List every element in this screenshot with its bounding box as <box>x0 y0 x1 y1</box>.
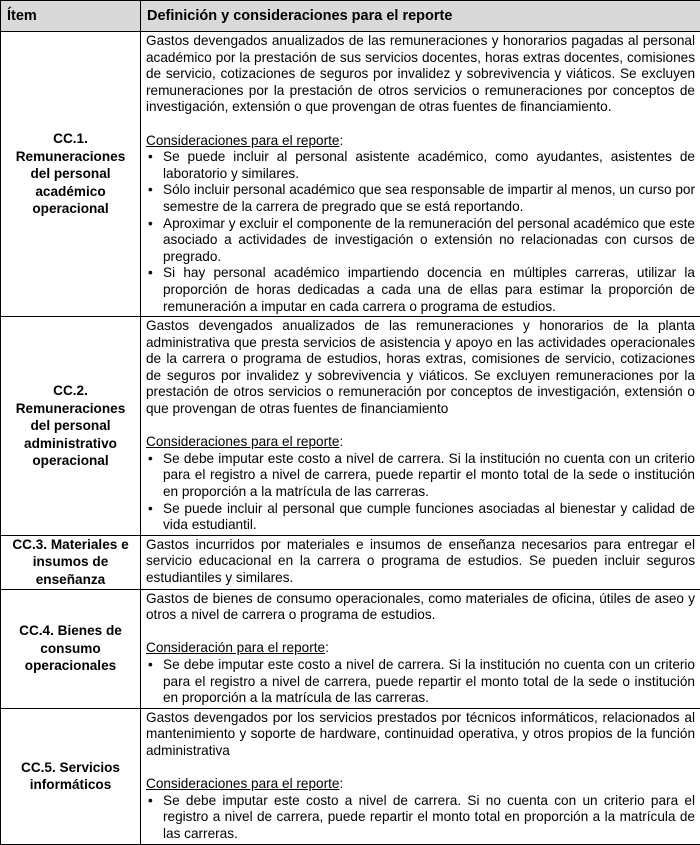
definition-text: Gastos devengados anualizados de las remuneraciones y honorarios pagadas al personal académico por la prestación de sus servicios docentes, horas extras docentes, comisiones de servicio, cotizaciones de seguros por invalidez y sobrevivencia y viáticos. Se excluyen remuneraciones por la prestación de otros servicios o remuneraciones por conceptos de investigación, extensión o que provengan de otras fuentes de financiamiento. <box>146 33 695 116</box>
considerations-list <box>146 451 695 534</box>
item-cc1: CC.1. Remuneraciones del personal académico operacional <box>1 32 141 317</box>
item-cc5: CC.5. Servicios informáticos <box>1 708 141 844</box>
considerations-list <box>146 793 695 843</box>
considerations-heading: Consideraciones para el reporte: <box>146 776 695 793</box>
header-item: Ítem <box>1 1 141 32</box>
table-header-row <box>1 1 700 32</box>
considerations-heading: Consideraciones para el reporte: <box>146 133 695 150</box>
definition-text: Gastos devengados por los servicios prestados por técnicos informáticos, relacionados al mantenimiento y soporte de hardware, continuidad operativa, y otros propios de la función administrativa <box>146 710 695 760</box>
definition-cc1 <box>141 32 700 317</box>
table-row <box>1 535 700 589</box>
list-item: • Se puede incluir al personal asistente académico, como ayudantes, asistentes de laboratorio y similares. <box>146 149 695 182</box>
definition-cc3 <box>141 535 700 589</box>
item-cc2: CC.2. Remuneraciones del personal administrativo operacional <box>1 317 141 536</box>
list-item: • Si hay personal académico impartiendo docencia en múltiples carreras, utilizar la proporción de horas dedicadas a cada una de ellas para estimar la proporción de remuneración a imputar en cada carrera o programa de estudios. <box>146 265 695 315</box>
list-item: • Se debe imputar este costo a nivel de carrera. Si la institución no cuenta con un criterio para el registro a nivel de carrera, puede repartir el monto total de la sede o institución en proporción a la matrícula de las carreras. <box>146 451 695 501</box>
list-item: • Se debe imputar este costo a nivel de carrera. Si la institución no cuenta con un criterio para el registro a nivel de carrera, puede repartir el monto total de la sede o institución en proporción a la matrícula de las carreras. <box>146 657 695 707</box>
list-item: • Sólo incluir personal académico que sea responsable de impartir al menos, un curso por semestre de la carrera de pregrado que se está reportando. <box>146 182 695 215</box>
item-cc4: CC.4. Bienes de consumo operacionales <box>1 589 141 708</box>
definition-cc5 <box>141 708 700 844</box>
table-row <box>1 32 700 317</box>
item-cc3: CC.3. Materiales e insumos de enseñanza <box>1 535 141 589</box>
considerations-list <box>146 657 695 707</box>
table-row <box>1 317 700 536</box>
considerations-list <box>146 149 695 315</box>
list-item: • Se puede incluir al personal que cumple funciones asociadas al bienestar y calidad de vida estudiantil. <box>146 501 695 534</box>
definition-text: Gastos de bienes de consumo operacionales, como materiales de oficina, útiles de aseo y otros a nivel de carrera o programa de estudios. <box>146 591 695 624</box>
list-item: • Se debe imputar este costo a nivel de carrera. Si no cuenta con un criterio para el registro a nivel de carrera, puede repartir el monto total en proporción a la matrícula de las carreras. <box>146 793 695 843</box>
header-definition: Definición y consideraciones para el reporte <box>141 1 700 32</box>
considerations-heading: Consideración para el reporte: <box>146 640 695 657</box>
definition-text: Gastos incurridos por materiales e insumos de enseñanza necesarios para entregar el servicio educacional en la carrera o programa de estudios. Se pueden incluir seguros estudiantiles y similares. <box>146 537 695 587</box>
definition-text: Gastos devengados anualizados de las remuneraciones y honorarios de la planta administrativa que presta servicios de asistencia y apoyo en las actividades operacionales de la carrera o programa de estudios, horas extras, comisiones de servicio, cotizaciones de seguros por invalidez y sobrevivencia y viáticos. Se excluyen remuneraciones por la prestación de otros servicios o remuneración por conceptos de investigación, extensión o que provengan de otras fuentes de financiamiento <box>146 318 695 418</box>
table-row <box>1 708 700 844</box>
definition-cc4 <box>141 589 700 708</box>
list-item: • Aproximar y excluir el componente de la remuneración del personal académico que este asociado a actividades de investigación o extensión no relacionadas con cursos de pregrado. <box>146 216 695 266</box>
considerations-heading: Consideraciones para el reporte: <box>146 434 695 451</box>
definition-cc2 <box>141 317 700 536</box>
table-row <box>1 589 700 708</box>
